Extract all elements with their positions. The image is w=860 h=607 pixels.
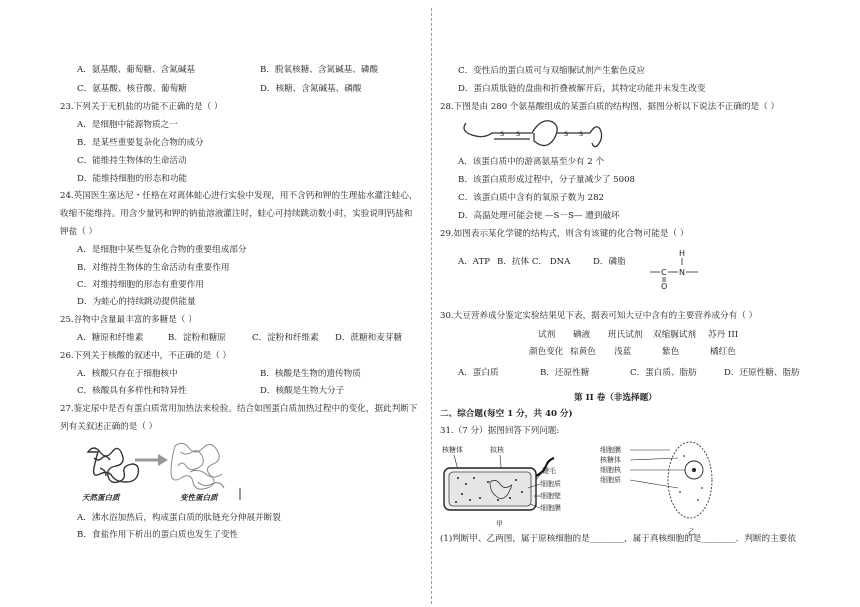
q27-option-c: C．变性后的蛋白质可与双缩脲试剂产生紫色反应 <box>458 66 646 76</box>
q24-option-a: A．是细胞中某些复杂化合物的重要组成部分 <box>77 245 247 255</box>
q24-option-b: B．对维持生物体的生命活动有重要作用 <box>77 263 230 273</box>
arrow-icon <box>135 454 168 466</box>
struct-atom-o: O <box>661 282 668 290</box>
q27-option-b: B．食盐作用下析出的蛋白质也发生了变性 <box>77 530 239 540</box>
disulfide-label-4: S <box>579 130 584 138</box>
q27-stem-line-1: 27.鉴定尿中是否有蛋白质常用加热法来检验。结合如图蛋白质加热过程中的变化，据此判断下 <box>60 404 418 414</box>
cell-outline <box>668 442 712 518</box>
native-protein-drawing <box>88 448 138 482</box>
q29-option-b-c: B．抗体 C． DNA <box>497 257 571 267</box>
q25-option-b: B．淀粉和糖原 <box>168 333 226 343</box>
q31-stem: 31.（7 分）据图回答下列问题: <box>440 426 560 436</box>
q30-stem: 30.大豆营养成分鉴定实验结果见下表，据表可知大豆中含有的主要营养成分有（ ） <box>440 311 758 321</box>
table-r2-c1: 颜色变化 <box>529 347 564 357</box>
q30-option-c: C．蛋白质、脂肪 <box>630 368 697 378</box>
label-ribosome-yi: 核糖体 <box>600 456 621 464</box>
q25-stem: 25.谷物中含量最丰富的多糖是（ ） <box>60 315 197 325</box>
peptide-bond-structure <box>648 246 708 290</box>
q28-option-c: C．该蛋白质中含有的氧原子数为 282 <box>458 193 605 203</box>
label-ribosome-jia: 核糖体 <box>442 446 463 454</box>
struct-atom-n: N <box>679 268 685 277</box>
section-title: 二、综合题(每空 1 分，共 40 分) <box>440 409 573 419</box>
q30-option-a: A．蛋白质 <box>458 368 499 378</box>
q25-option-c: C．淀粉和纤维素 <box>252 333 319 343</box>
q27-option-a: A．沸水浴加热后，构成蛋白质的肽链充分伸展并断裂 <box>77 513 281 523</box>
q28-option-d: D．高温处理可能会使 —S－S— 遭到破坏 <box>458 211 620 221</box>
q28-stem: 28.下图是由 280 个氨基酸组成的某蛋白质的结构图，据图分析以下说法不正确的是（ ） <box>440 102 780 112</box>
q22-option-a: A．氨基酸、葡萄糖、含氮碱基 <box>77 65 195 75</box>
disulfide-label-1: S <box>500 130 505 138</box>
q25-option-a: A．糖原和纤维素 <box>77 333 144 343</box>
disulfide-label-2: S <box>516 130 521 138</box>
q28-option-b: B．该蛋白质形成过程中，分子量减少了 5008 <box>458 175 636 185</box>
label-nucleoid: 拟核 <box>490 446 504 454</box>
q29-stem: 29.如图表示某化学键的结构式，则含有该键的化合物可能是（ ） <box>440 229 689 239</box>
q23-option-b: B．是某些重要复杂化合物的成分 <box>77 138 204 148</box>
caption-yi: 乙 <box>688 528 695 536</box>
q25-option-d: D．蔗糖和麦芽糖 <box>335 333 403 343</box>
q23-stem: 23.下列关于无机盐的功能不正确的是（ ） <box>60 102 223 112</box>
q24-stem-line-1: 24.英国医生塞达尼・任格在对离体蛙心进行实验中发现，用不含钙和钾的生理盐水灌注蛙心， <box>60 191 418 201</box>
prokaryotic-cell-figure <box>440 440 580 530</box>
q31-subquestion-1: (1)判断甲、乙两图，属于原核细胞的是________，属于真核细胞的是________．判断的主要依 <box>440 534 796 544</box>
table-r1-c1: 试剂 <box>538 330 556 340</box>
label-flagellum: 鞭毛 <box>542 467 556 475</box>
disulfide-label-3: S <box>564 130 569 138</box>
table-r2-c5: 橘红色 <box>710 347 736 357</box>
label-cell-membrane-yi: 细胞膜 <box>600 446 621 454</box>
table-r2-c3: 浅蓝 <box>614 347 632 357</box>
table-r2-c4: 紫色 <box>662 347 680 357</box>
q24-stem-line-3: 钾盐（ ） <box>60 227 98 237</box>
q26-option-b: B．核酸是生物的遗传物质 <box>260 369 361 379</box>
q23-option-d: D．能维持细胞的形态和功能 <box>77 174 188 184</box>
q26-option-d: D．核酸是生物大分子 <box>260 386 345 396</box>
q29-option-d: D．磷脂 <box>593 257 626 267</box>
q26-option-c: C．核酸具有多样性和特异性 <box>77 386 187 396</box>
q29-option-a: A．ATP <box>458 257 491 267</box>
table-r2-c2: 棕黄色 <box>570 347 596 357</box>
native-protein-label: 天然蛋白质 <box>82 493 120 502</box>
protein-denaturation-figure <box>80 438 250 506</box>
q22-option-b: B．脱氧核糖、含氮碱基、磷酸 <box>260 65 379 75</box>
q24-stem-line-2: 收缩不能维持。用含少量钙和钾的钠盐溶液灌注时，蛙心可持续跳动数小时，实验说明钙盐和 <box>60 209 413 219</box>
cell-membrane-outline <box>449 472 531 506</box>
table-r1-c2: 碘液 <box>573 330 591 340</box>
table-r1-c3: 班氏试剂 <box>608 330 643 340</box>
denatured-protein-label: 变性蛋白质 <box>180 493 218 502</box>
q26-stem: 26.下列关于核酸的叙述中，不正确的是（ ） <box>60 351 232 361</box>
struct-atom-h: H <box>679 249 686 258</box>
q22-option-d: D．核糖、含氮碱基、磷酸 <box>260 84 362 94</box>
table-r1-c5: 苏丹 III <box>708 330 739 340</box>
table-r1-c4: 双缩脲试剂 <box>653 330 696 340</box>
label-cytoplasm-yi: 细胞质 <box>600 476 621 484</box>
q30-option-b: B．还原性糖 <box>540 368 590 378</box>
label-cell-wall: 细胞壁 <box>540 492 561 500</box>
label-nucleus: 细胞核 <box>600 466 621 474</box>
column-divider <box>431 8 432 604</box>
label-cell-membrane-jia: 细胞膜 <box>540 504 561 512</box>
denatured-protein-drawing <box>171 443 224 489</box>
q27-option-d: D．蛋白质肽链的盘曲和折叠被解开后，其特定功能并未发生改变 <box>458 84 706 94</box>
struct-atom-c: C <box>661 268 667 277</box>
q22-option-c: C．氨基酸、核苷酸、葡萄糖 <box>77 84 187 94</box>
part2-title: 第 II 卷（非选择题） <box>574 393 657 403</box>
q23-option-a: A．是细胞中能源物质之一 <box>77 120 178 130</box>
q23-option-c: C．能维持生物体的生命活动 <box>77 156 187 166</box>
q24-option-c: C．对维持细胞的形态有重要作用 <box>77 280 204 290</box>
protein-structure-figure <box>460 115 610 149</box>
q26-option-a: A．核酸只存在于细胞核中 <box>77 369 178 379</box>
q28-option-a: A．该蛋白质中的游离氨基至少有 2 个 <box>458 157 605 167</box>
q30-option-d: D．还原性糖、脂肪 <box>724 368 800 378</box>
q27-stem-line-2: 列有关叙述正确的是（ ） <box>60 422 158 432</box>
label-cytoplasm-jia: 细胞质 <box>540 480 561 488</box>
caption-jia: 甲 <box>496 520 503 528</box>
q24-option-d: D．为蛙心的持续跳动提供能量 <box>77 297 196 307</box>
